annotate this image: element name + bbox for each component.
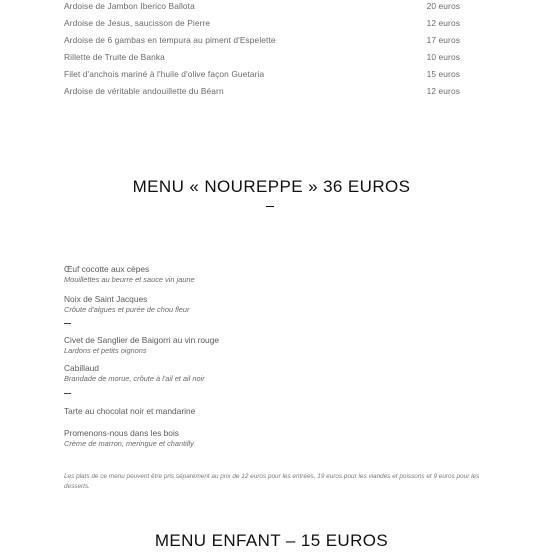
- dish-price: 10 euros: [426, 52, 460, 62]
- course-item: [64, 294, 484, 315]
- dish-price: 12 euros: [426, 18, 460, 28]
- course-description: Brandade de morue, crôute à l'ail et ail noir: [64, 374, 205, 383]
- course-description: Lardons et petits oignons: [64, 346, 147, 355]
- dish-name: Rillette de Truite de Banka: [64, 52, 165, 62]
- course-description: Mouillettes au beurre et sauce vin jaune: [64, 275, 195, 284]
- price-row: [64, 68, 460, 85]
- course-item: [64, 335, 484, 356]
- price-row: [64, 51, 460, 68]
- menu-note: Les plats de ce menu peuvent être pris séparément au prix de 12 euros pour les entrées, 19 euros pour les viandes et poissons et 9 euros pour les desserts.: [64, 473, 480, 490]
- dish-price: 17 euros: [426, 35, 460, 45]
- dish-name: Ardoise de Jesus, saucisson de Pierre: [64, 18, 211, 28]
- dish-price: 12 euros: [426, 86, 460, 96]
- dish-price: 15 euros: [426, 69, 460, 79]
- price-row: [64, 85, 460, 102]
- course-name: Promenons-nous dans les bois: [64, 428, 179, 438]
- title-separator: [266, 206, 274, 207]
- course-name: Civet de Sanglier de Baigorri au vin rouge: [64, 335, 220, 345]
- price-row: [64, 17, 460, 34]
- course-item: [64, 264, 484, 285]
- price-list: [64, 0, 460, 102]
- course-description: Crème de marron, meringue et chantilly: [64, 439, 194, 448]
- course-item: [64, 428, 484, 449]
- dish-name: Filet d'anchois mariné à l'huile d'olive façon Guetaria: [64, 69, 265, 79]
- dish-name: Ardoise de 6 gambas en tempura au piment d'Espelette: [64, 35, 276, 45]
- price-row: [64, 34, 460, 51]
- course-name: Cabillaud: [64, 363, 99, 373]
- dish-name: Ardoise de véritable andouillette du Béarn: [64, 86, 224, 96]
- course-item: [64, 363, 484, 384]
- course-name: Œuf cocotte aux cèpes: [64, 264, 150, 274]
- menu-enfant-title: MENU ENFANT – 15 EUROS: [154, 531, 389, 550]
- course-description: Crôute d'algues et purée de chou fleur: [64, 305, 190, 314]
- course-separator: [64, 323, 71, 324]
- course-name: Noix de Saint Jacques: [64, 294, 148, 304]
- course-item: [64, 406, 484, 417]
- course-name: Tarte au chocolat noir et mandarine: [64, 406, 196, 416]
- menu-noureppe-title: MENU « NOUREPPE » 36 EUROS: [132, 177, 411, 196]
- dish-price: 20 euros: [426, 1, 460, 11]
- dish-name: Ardoise de Jambon Iberico Ballota: [64, 1, 195, 11]
- price-row: [64, 0, 460, 17]
- course-separator: [64, 393, 71, 394]
